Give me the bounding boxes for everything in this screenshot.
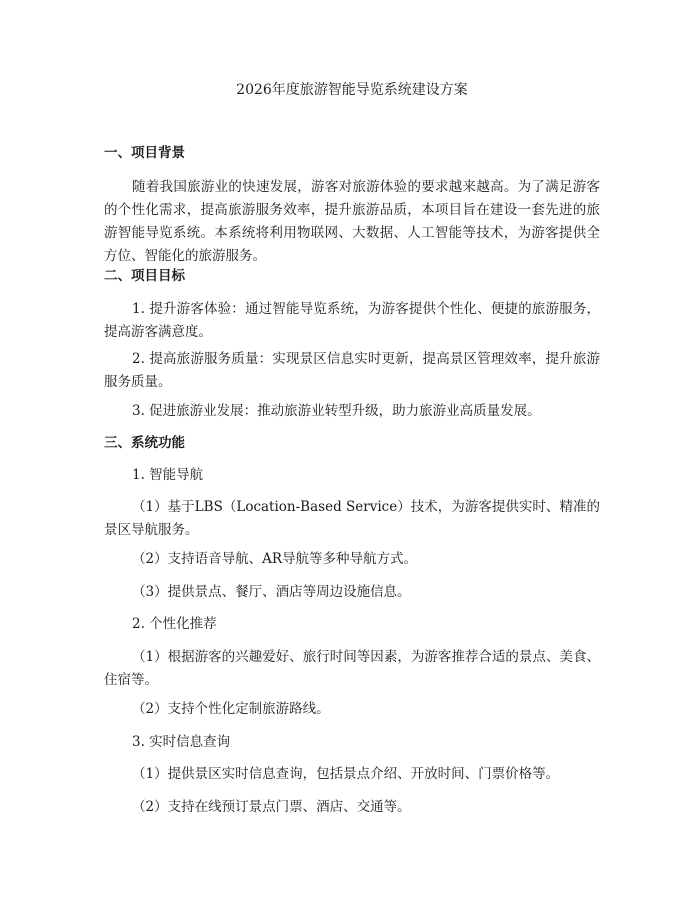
- paragraph-nav-3: （3）提供景点、餐厅、酒店等周边设施信息。: [132, 584, 411, 600]
- paragraph-nav-2: （2）支持语音导航、AR导航等多种导航方式。: [132, 551, 418, 567]
- document-title: 2026年度旅游智能导览系统建设方案: [236, 82, 468, 98]
- paragraph-nav-1: （1）基于LBS（Location-Based Service）技术，为游客提供实时、精准的景区导航服务。: [104, 499, 600, 538]
- document-page: [104, 0, 600, 905]
- section-heading-background: 一、项目背景: [104, 145, 185, 161]
- paragraph-goal-1: 1. 提升游客体验：通过智能导览系统，为游客提供个性化、便捷的旅游服务，提高游客满意度。: [104, 301, 600, 340]
- paragraph-info-2: （2）支持在线预订景点门票、酒店、交通等。: [132, 799, 411, 815]
- paragraph-goal-3: 3. 促进旅游业发展：推动旅游业转型升级，助力旅游业高质量发展。: [132, 403, 541, 419]
- paragraph-goal-2: 2. 提高旅游服务质量：实现景区信息实时更新，提高景区管理效率，提升旅游服务质量。: [104, 351, 600, 390]
- paragraph-rec-2: （2）支持个性化定制旅游路线。: [132, 701, 330, 717]
- paragraph-background: 随着我国旅游业的快速发展，游客对旅游体验的要求越来越高。为了满足游客的个性化需求，提高旅游服务效率，提升旅游品质，本项目旨在建设一套先进的旅游智能导览系统。本系统将利用物联网、大数据、人工智能等技术，为游客提供全方位、智能化的旅游服务。: [104, 179, 600, 264]
- subheading-recommendation: 2. 个性化推荐: [132, 616, 217, 632]
- section-heading-functions: 三、系统功能: [104, 435, 185, 451]
- subheading-navigation: 1. 智能导航: [132, 467, 204, 483]
- paragraph-info-1: （1）提供景区实时信息查询，包括景点介绍、开放时间、门票价格等。: [132, 766, 560, 782]
- paragraph-rec-1: （1）根据游客的兴趣爱好、旅行时间等因素，为游客推荐合适的景点、美食、住宿等。: [104, 649, 600, 688]
- section-heading-goals: 二、项目目标: [104, 268, 185, 284]
- subheading-realtime-info: 3. 实时信息查询: [132, 734, 231, 750]
